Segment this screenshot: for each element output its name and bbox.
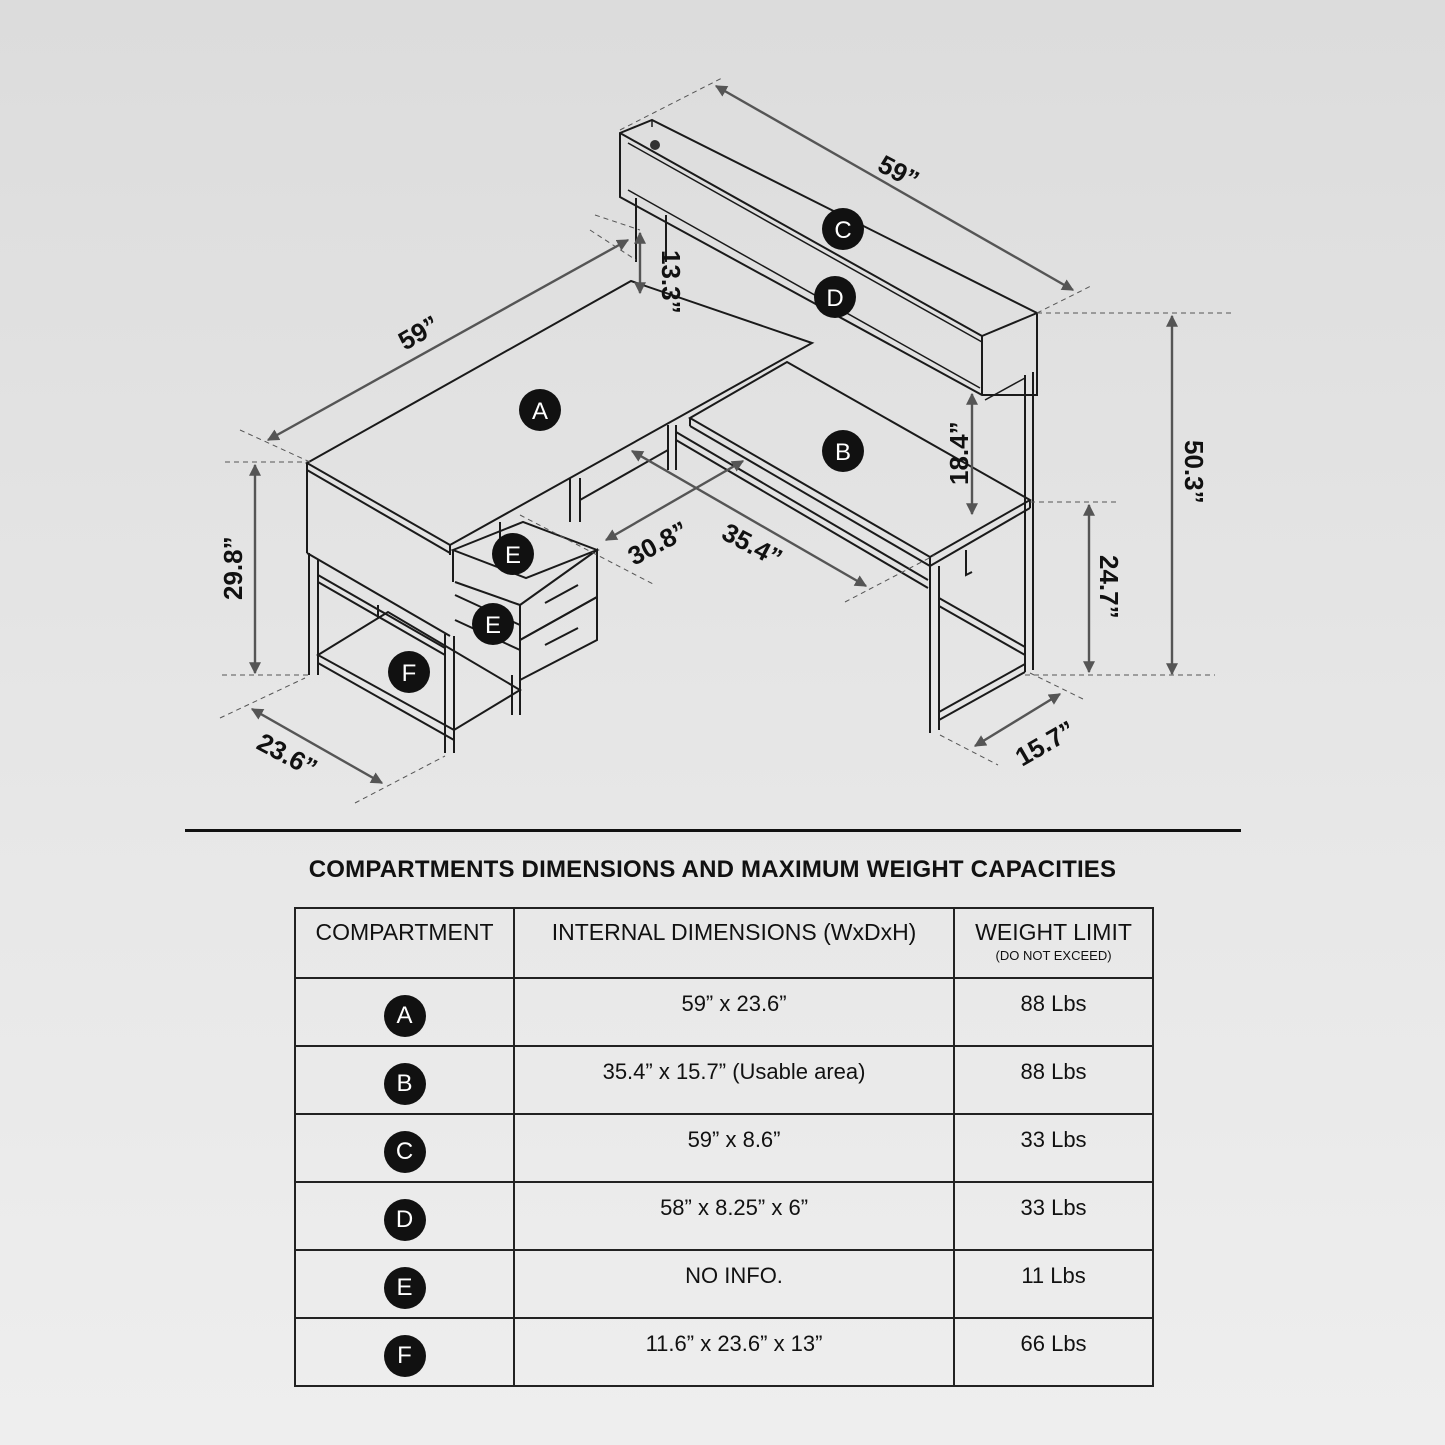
- svg-text:D: D: [826, 285, 844, 312]
- badge-d: [814, 276, 856, 318]
- header-dimensions: INTERNAL DIMENSIONS (WxDxH): [514, 908, 954, 978]
- weight-cell: 88 Lbs: [1020, 991, 1087, 1016]
- svg-text:B: B: [834, 439, 852, 466]
- main-desk: [307, 281, 812, 753]
- svg-text:A: A: [531, 398, 549, 425]
- dimensions-cell: 59” x 23.6”: [681, 991, 787, 1016]
- dim-top-width: 59”: [873, 148, 925, 195]
- badge-a: [519, 389, 561, 431]
- weight-cell: 33 Lbs: [1020, 1195, 1087, 1220]
- weight-cell: 33 Lbs: [1020, 1127, 1087, 1152]
- compartment-badge: C: [384, 1131, 426, 1173]
- dim-total-height: 50.3”: [1179, 440, 1209, 504]
- compartment-badge: A: [384, 995, 426, 1037]
- compartment-badge: F: [384, 1335, 426, 1377]
- badge-c: [822, 208, 864, 250]
- svg-text:E: E: [484, 612, 502, 639]
- table-row: [295, 1250, 1153, 1318]
- dim-desk-height: 29.8”: [218, 536, 248, 600]
- dim-side-depth: 15.7”: [1010, 714, 1081, 773]
- table-row: [295, 978, 1153, 1046]
- dim-side-length: 35.4”: [717, 516, 788, 574]
- badge-b: [822, 430, 864, 472]
- svg-text:E: E: [504, 542, 522, 569]
- badge-e-upper: [492, 533, 534, 575]
- header-compartment: COMPARTMENT: [295, 908, 514, 978]
- header-weight: WEIGHT LIMIT (DO NOT EXCEED): [954, 908, 1153, 978]
- dimensions-cell: NO INFO.: [685, 1263, 783, 1288]
- table-header-row: [295, 908, 1153, 978]
- header-weight-note: (DO NOT EXCEED): [995, 948, 1112, 963]
- compartment-badge: B: [384, 1063, 426, 1105]
- table-title: COMPARTMENTS DIMENSIONS AND MAXIMUM WEIGHT CAPACITIES: [308, 856, 1117, 883]
- table-row: [295, 1046, 1153, 1114]
- compartment-badges: [388, 208, 864, 693]
- compartment-badge: E: [384, 1267, 426, 1309]
- section-divider: [185, 829, 1241, 832]
- compartment-badge: D: [384, 1199, 426, 1241]
- dimensions-cell: 59” x 8.6”: [687, 1127, 781, 1152]
- dim-desk-length: 59”: [393, 309, 445, 357]
- dim-shelf-height: 18.4”: [944, 421, 974, 485]
- table-row: [295, 1182, 1153, 1250]
- dim-hutch-height: 13.3”: [656, 250, 686, 314]
- dim-desk-depth: 23.6”: [252, 726, 323, 784]
- side-desk: [668, 362, 1033, 733]
- svg-text:F: F: [401, 660, 417, 687]
- table-row: [295, 1114, 1153, 1182]
- badge-f: [388, 651, 430, 693]
- weight-cell: 88 Lbs: [1020, 1059, 1087, 1084]
- dim-side-height: 24.7”: [1094, 555, 1124, 619]
- badge-e-lower: [472, 603, 514, 645]
- dimensions-cell: 35.4” x 15.7” (Usable area): [602, 1059, 866, 1084]
- dimensions-cell: 11.6” x 23.6” x 13”: [645, 1331, 823, 1356]
- dimension-labels: [218, 149, 1209, 783]
- compartment-table: [294, 907, 1154, 1387]
- weight-cell: 11 Lbs: [1021, 1263, 1086, 1288]
- dim-inner-depth: 30.8”: [622, 514, 693, 572]
- weight-cell: 66 Lbs: [1020, 1331, 1087, 1356]
- svg-text:C: C: [834, 217, 852, 244]
- table-row: [295, 1318, 1153, 1386]
- dimensions-cell: 58” x 8.25” x 6”: [660, 1195, 809, 1220]
